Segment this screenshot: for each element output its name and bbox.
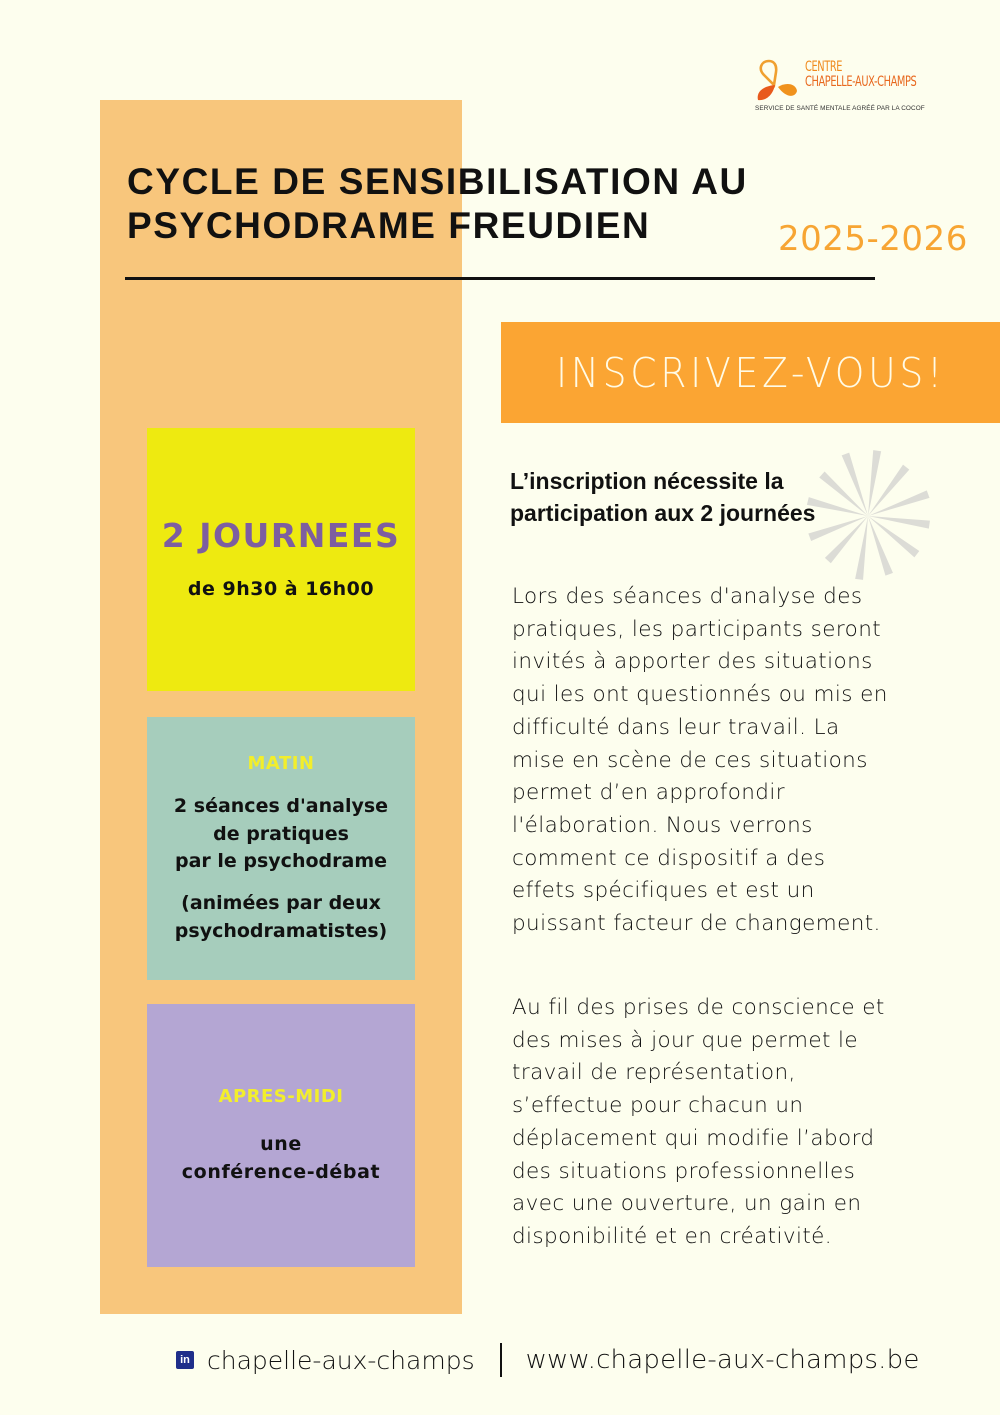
paragraph-line: mise en scène de ces situations	[512, 747, 868, 773]
paragraph-line: des situations professionnelles	[512, 1158, 856, 1184]
morning-line: 2 séances d'analyse	[173, 795, 389, 817]
days-title: 2 JOURNEES	[161, 516, 401, 555]
register-banner-label: INSCRIVEZ-VOUS!	[555, 348, 946, 397]
title-divider	[125, 277, 875, 280]
afternoon-line: une	[260, 1133, 302, 1155]
paragraph-line: avec une ouverture, un gain en	[512, 1191, 862, 1217]
three-petal-logo-icon	[755, 58, 801, 104]
year-label: 2025-2026	[778, 219, 968, 259]
afternoon-label: APRES-MIDI	[218, 1086, 344, 1107]
morning-note-line: (animées par deux	[181, 892, 381, 914]
footer-separator	[500, 1343, 502, 1377]
paragraph-line: disponibilité et en créativité.	[512, 1223, 833, 1249]
paragraph-line: travail de représentation,	[512, 1060, 796, 1086]
footer	[176, 1340, 920, 1380]
paragraph-line: l'élaboration. Nous verrons	[512, 812, 813, 838]
paragraph-line: comment ce dispositif a des	[512, 845, 826, 871]
title-line-1: CYCLE DE SENSIBILISATION AU	[127, 161, 748, 202]
paragraph-line: des mises à jour que permet le	[512, 1027, 859, 1053]
morning-box	[147, 717, 415, 980]
morning-label: MATIN	[247, 753, 315, 774]
paragraph-line: pratiques, les participants seront	[512, 616, 882, 642]
logo-tagline: SERVICE DE SANTÉ MENTALE AGRÉÉ PAR LA COCOF	[755, 105, 925, 112]
morning-note-line: psychodramatistes)	[174, 920, 388, 942]
afternoon-box	[147, 1004, 415, 1267]
days-hours: de 9h30 à 16h00	[187, 578, 375, 600]
paragraph-line: s’effectue pour chacun un	[512, 1093, 804, 1119]
paragraph-line: effets spécifiques et est un	[512, 878, 815, 904]
paragraph-line: Lors des séances d'analyse des	[512, 584, 863, 609]
logo-text-centre: CENTRE	[805, 59, 843, 75]
afternoon-description	[147, 1130, 415, 1186]
paragraph-line: Au fil des prises de conscience et	[512, 995, 885, 1020]
morning-description	[147, 793, 415, 876]
logo-text-name: CHAPELLE-AUX-CHAMPS	[805, 74, 917, 90]
requirement-line-1: L’inscription nécessite la	[510, 468, 784, 494]
linkedin-icon[interactable]: in	[176, 1351, 194, 1369]
days-box	[147, 428, 415, 691]
afternoon-line: conférence-débat	[181, 1161, 381, 1183]
paragraph-line: qui les ont questionnés ou mis en	[512, 682, 888, 708]
page-title	[127, 160, 787, 248]
requirement-line-2: participation aux 2 journées	[510, 500, 816, 526]
paragraph-line: invités à apporter des situations	[512, 649, 873, 675]
description-paragraph-1	[512, 581, 942, 941]
description-paragraph-2	[512, 992, 942, 1254]
paragraph-line: puissant facteur de changement.	[512, 911, 881, 937]
title-line-2: PSYCHODRAME FREUDIEN	[127, 205, 651, 246]
website-link[interactable]: www.chapelle-aux-champs.be	[525, 1345, 920, 1375]
linkedin-handle-link[interactable]: chapelle-aux-champs	[207, 1345, 475, 1375]
morning-line: par le psychodrame	[174, 850, 388, 872]
morning-line: de pratiques	[213, 822, 349, 845]
requirement-note	[510, 465, 870, 529]
paragraph-line: difficulté dans leur travail. La	[512, 714, 840, 740]
logo	[755, 58, 955, 118]
morning-note	[147, 889, 415, 945]
register-banner[interactable]	[501, 322, 1000, 423]
paragraph-line: permet d’en approfondir	[512, 780, 785, 806]
paragraph-line: déplacement qui modifie l’abord	[512, 1125, 875, 1151]
